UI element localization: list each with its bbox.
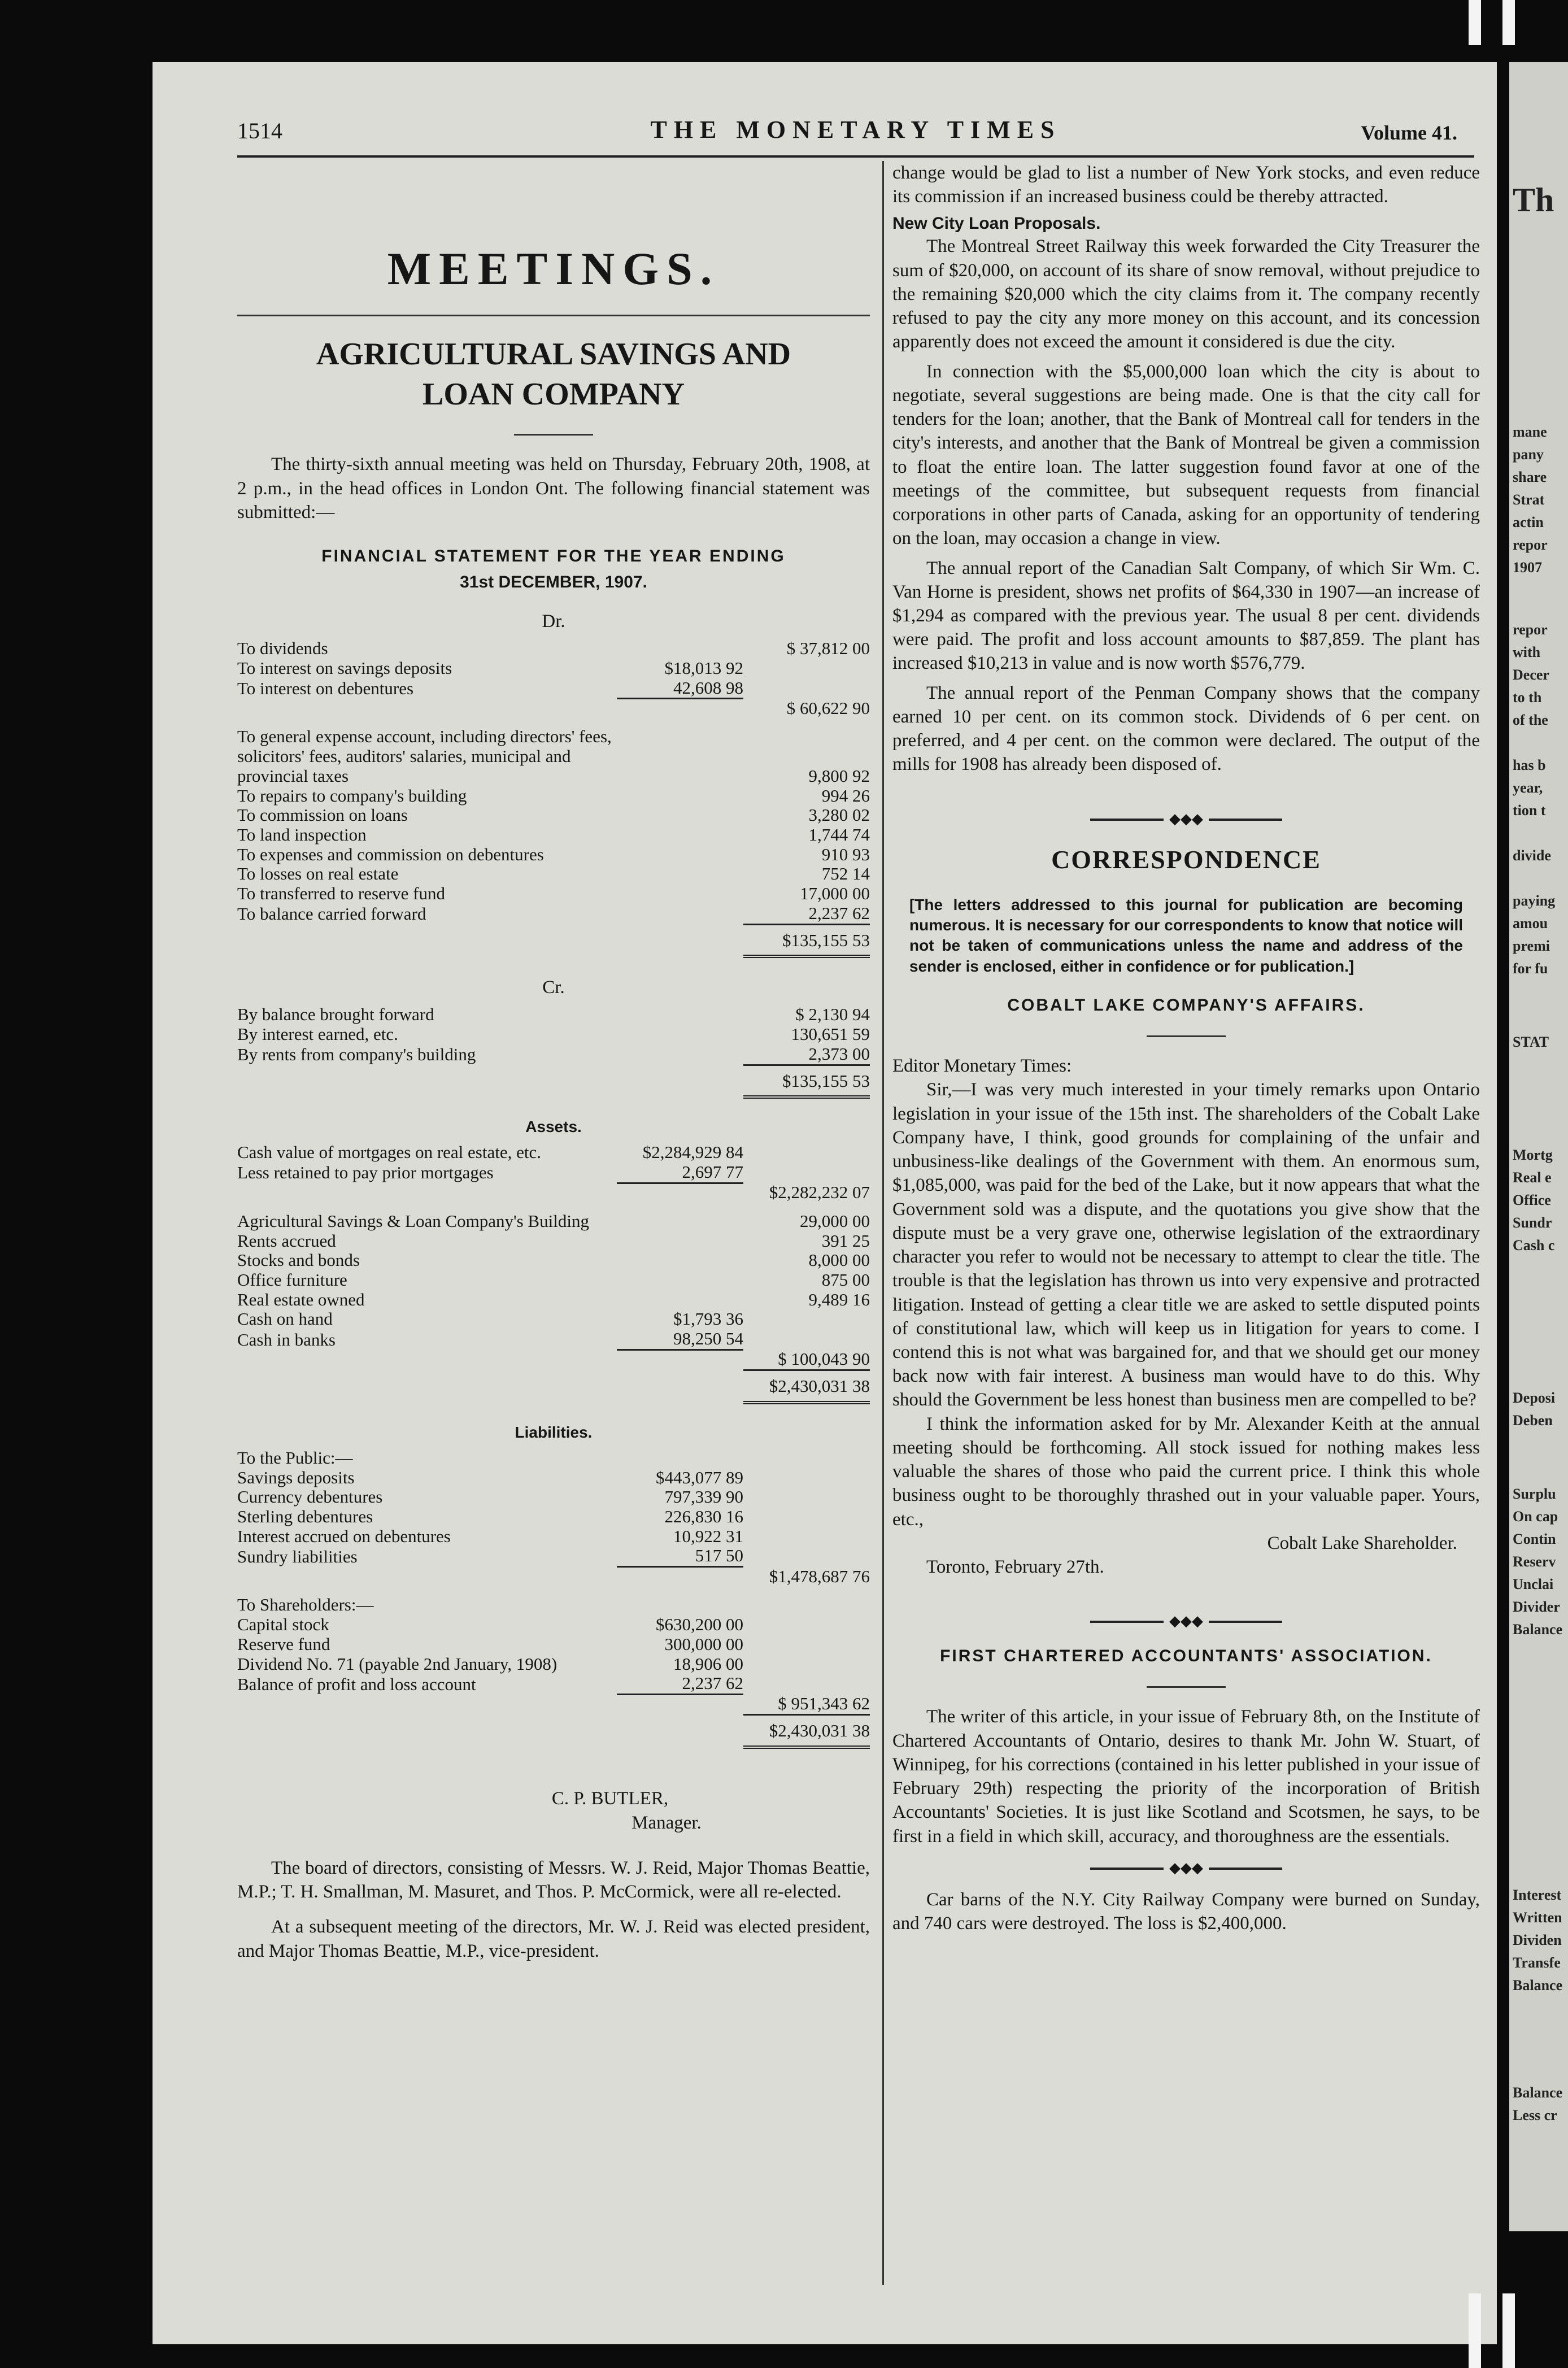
adjacent-word: Strat bbox=[1513, 491, 1545, 508]
ledger-amount: $ 37,812 00 bbox=[786, 638, 870, 659]
ledger-amount: 875 00 bbox=[821, 1270, 870, 1290]
column-divider bbox=[882, 161, 884, 2285]
ledger-inner-amount bbox=[617, 1350, 743, 1370]
ledger-row bbox=[237, 1309, 870, 1329]
ledger-row bbox=[237, 1527, 870, 1547]
liabilities-table bbox=[237, 1448, 870, 1749]
ledger-row bbox=[237, 1251, 870, 1270]
ledger-label: Cash on hand bbox=[237, 1309, 333, 1329]
ledger-amount: 1,744 74 bbox=[808, 825, 870, 845]
ledger-amount bbox=[743, 1507, 870, 1527]
ledger-amount bbox=[743, 1655, 870, 1674]
ledger-label: To interest on debentures bbox=[237, 678, 414, 699]
short-rule bbox=[1147, 1035, 1226, 1037]
liabilities-heading: Liabilities. bbox=[515, 1423, 593, 1441]
ledger-amount bbox=[743, 1468, 870, 1488]
ledger-inner-amount bbox=[617, 786, 743, 806]
adjacent-word: Interest bbox=[1513, 1887, 1562, 1903]
ledger-inner-amount: $630,200 00 bbox=[656, 1614, 743, 1635]
signature-block bbox=[237, 1788, 870, 1834]
liabilities-total: $2,430,031 38 bbox=[743, 1715, 870, 1747]
letter-paragraph-1: Sir,—I was very much interested in your timely remarks upon Ontario legislation in your issue of the 15th inst. The shareholders of the Cobalt Lake Company have, I think, good grounds for complaining of the unfair and unbusiness-like dealings of the Government with them. An enormous sum, $1,085,000, was paid for the bed of the Lake, but it now appears that what the Government sold was a dispute, and the quotations you give show that the dispute must be a very grave one, otherwise legislation of the extraordinary character you refer to would not be necessary to attempt to clear the title. The trouble is that the legislation has thrown us into very expensive and protracted litigation. Instead of getting a clear title we are asked to settle disputed points of constitutional law, which will keep us in litigation for years to come. I contend this is not what was bargained for, and that we should get our money back now with fair interest. A business man would have to do this. Why should the Government be less honest than business men are compelled to be? bbox=[892, 1079, 1480, 1411]
ledger-amount: 994 26 bbox=[821, 785, 870, 806]
ledger-label: By balance brought forward bbox=[237, 1004, 434, 1025]
ledger-label: Office furniture bbox=[237, 1270, 347, 1290]
ledger-amount bbox=[743, 1309, 870, 1329]
ornament-rule bbox=[892, 1613, 1480, 1630]
ledger-label: To dividends bbox=[237, 638, 328, 659]
ledger-label: Currency debentures bbox=[237, 1487, 383, 1507]
ledger-row bbox=[237, 845, 870, 865]
ledger-amount: 9,800 92 bbox=[808, 765, 870, 786]
ledger-label: To interest on savings deposits bbox=[237, 658, 452, 678]
dr-total: $135,155 53 bbox=[743, 924, 870, 956]
cobalt-title: COBALT LAKE COMPANY'S AFFAIRS. bbox=[1007, 996, 1365, 1015]
adjacent-word: Real e bbox=[1513, 1169, 1552, 1186]
ornament-rule bbox=[892, 1860, 1480, 1877]
adjacent-word: has b bbox=[1513, 757, 1546, 773]
cr-table bbox=[237, 1005, 870, 1099]
ledger-label: To repairs to company's building bbox=[237, 785, 467, 806]
ledger-inner-amount: 98,250 54 bbox=[617, 1329, 743, 1350]
adjacent-word: Transfe bbox=[1513, 1955, 1561, 1971]
adjacent-word: Unclai bbox=[1513, 1576, 1554, 1592]
adjacent-word: paying bbox=[1513, 893, 1556, 909]
adjacent-word: Written bbox=[1513, 1909, 1562, 1926]
ledger-group-heading bbox=[237, 1595, 870, 1615]
adjacent-word: repor bbox=[1513, 621, 1548, 638]
adjacent-word: Dividen bbox=[1513, 1932, 1562, 1948]
letter-salutation: Editor Monetary Times: bbox=[892, 1056, 1072, 1077]
closing-paragraph-2: At a subsequent meeting of the directors, Mr. W. J. Reid was elected president, and Major Thomas Beattie, M.P., vice-president. bbox=[237, 1917, 870, 1961]
letter-signature: Cobalt Lake Shareholder. bbox=[1267, 1533, 1457, 1553]
ledger-amount: 2,237 62 bbox=[808, 903, 870, 923]
ledger-label: Sundry liabilities bbox=[237, 1546, 358, 1566]
ledger-row bbox=[237, 1350, 870, 1370]
ledger-row bbox=[237, 1231, 870, 1251]
title-rule bbox=[237, 315, 870, 316]
ledger-inner-amount bbox=[617, 1025, 743, 1044]
adjacent-word: Deposi bbox=[1513, 1390, 1556, 1406]
ledger-amount bbox=[743, 678, 870, 699]
ledger-total-row bbox=[237, 1370, 870, 1403]
scan-mark bbox=[1469, 0, 1481, 45]
ledger-amount bbox=[743, 1635, 870, 1655]
ledger-row bbox=[237, 1163, 870, 1183]
ledger-row bbox=[237, 1615, 870, 1635]
loan-paragraph-1: The Montreal Street Railway this week forwarded the City Treasurer the sum of $20,000, on account of its share of snow removal, without prejudice to the remaining $20,000 which the city claims from it. The company recently refused to pay the city any more money on this account, and its concession apparently does not exceed the amount it considered is due the city. bbox=[892, 236, 1480, 352]
ledger-amount bbox=[743, 659, 870, 678]
ledger-label: Cash in banks bbox=[237, 1329, 336, 1350]
salt-company-paragraph: The annual report of the Canadian Salt Company, of which Sir Wm. C. Van Horne is president, shows net profits of $64,330 in 1907—an increase of $1,294 as compared with the previous year. The usual 8 per cent. dividends were paid. The profit and loss account amounts to $87,859. The plant has increased $10,213 in value and is now worth $576,779. bbox=[892, 558, 1480, 674]
ledger-inner-amount: 226,830 16 bbox=[664, 1507, 743, 1527]
ledger-inner-amount bbox=[617, 845, 743, 865]
ledger-label: Interest accrued on debentures bbox=[237, 1526, 451, 1546]
ledger-inner-amount: 42,608 98 bbox=[617, 678, 743, 699]
fca-paragraph: The writer of this article, in your issue of February 8th, on the Institute of Chartered Accountants of Ontario, desires to thank Mr. John W. Stuart, of Winnipeg, for his corrections (contained in his letter published in your issue of February 29th) respecting the priority of the incorporation of British Accountants' Societies. It is just like Scotland and Scotsmen, he says, to be first in a field in which skill, accuracy, and thoroughness are the essentials. bbox=[892, 1707, 1480, 1847]
ledger-row bbox=[237, 1694, 870, 1714]
ledger-label: Agricultural Savings & Loan Company's Building bbox=[237, 1211, 589, 1231]
adjacent-word: Sundr bbox=[1513, 1215, 1552, 1231]
ledger-row bbox=[237, 1655, 870, 1674]
ornament-icon: ◆◆◆ bbox=[1164, 811, 1209, 827]
ledger-label: By interest earned, etc. bbox=[237, 1024, 398, 1044]
adjacent-word: divide bbox=[1513, 847, 1551, 864]
ledger-inner-amount bbox=[617, 1183, 743, 1203]
ledger-amount: 391 25 bbox=[821, 1230, 870, 1251]
meeting-intro: The thirty-sixth annual meeting was held on Thursday, February 20th, 1908, at 2 p.m., in the head offices in London Ont. The following financial statement was submitted:— bbox=[237, 454, 870, 523]
ledger-amount: 8,000 00 bbox=[808, 1250, 870, 1270]
ledger-row bbox=[237, 806, 870, 825]
ledger-label: Less retained to pay prior mortgages bbox=[237, 1163, 494, 1183]
ledger-row bbox=[237, 639, 870, 659]
adjacent-word: STAT bbox=[1513, 1034, 1549, 1050]
ledger-subtotal: $2,282,232 07 bbox=[769, 1182, 870, 1203]
ledger-amount bbox=[743, 1143, 870, 1163]
adjacent-word: Mortg bbox=[1513, 1147, 1553, 1163]
ledger-subtotal: $1,478,687 76 bbox=[769, 1566, 870, 1586]
closing-paragraph-1: The board of directors, consisting of Messrs. W. J. Reid, Major Thomas Beattie, M.P.; T. H. Smallman, M. Masuret, and Thos. P. McCormick, were all re-elected. bbox=[237, 1857, 870, 1903]
ledger-row bbox=[237, 1546, 870, 1566]
ledger-label: Stocks and bonds bbox=[237, 1250, 360, 1270]
adjacent-word: actin bbox=[1513, 514, 1544, 530]
statement-date: 31st DECEMBER, 1907. bbox=[460, 573, 647, 592]
ledger-row bbox=[237, 1507, 870, 1527]
scan-mark bbox=[1469, 2293, 1481, 2368]
ledger-row bbox=[237, 1329, 870, 1350]
ledger-amount bbox=[743, 1487, 870, 1507]
ledger-inner-amount bbox=[617, 699, 743, 719]
adjacent-word: 1907 bbox=[1513, 559, 1542, 576]
ledger-label: Real estate owned bbox=[237, 1289, 365, 1309]
ledger-inner-amount: $1,793 36 bbox=[673, 1309, 743, 1329]
right-column bbox=[892, 161, 1480, 1935]
short-rule bbox=[514, 434, 593, 436]
ledger-label bbox=[237, 1183, 617, 1203]
adjacent-word: Th bbox=[1513, 181, 1554, 219]
ledger-row bbox=[237, 1468, 870, 1488]
statement-title: FINANCIAL STATEMENT FOR THE YEAR ENDING bbox=[321, 547, 786, 566]
ledger-label: To losses on real estate bbox=[237, 864, 399, 884]
section-title: MEETINGS. bbox=[387, 243, 720, 294]
adjacent-word: Balance bbox=[1513, 2084, 1563, 2101]
ledger-amount: 29,000 00 bbox=[800, 1211, 870, 1231]
ledger-label: Sterling debentures bbox=[237, 1507, 373, 1527]
ledger-inner-amount bbox=[617, 1251, 743, 1270]
adjacent-word: tion t bbox=[1513, 802, 1546, 819]
ledger-amount bbox=[743, 1615, 870, 1635]
ledger-amount: $ 2,130 94 bbox=[795, 1004, 870, 1025]
page-number: 1514 bbox=[237, 118, 282, 143]
cr-heading: Cr. bbox=[542, 977, 565, 998]
adjacent-word: Contin bbox=[1513, 1531, 1556, 1547]
ledger-row bbox=[237, 864, 870, 884]
ledger-label: To land inspection bbox=[237, 825, 367, 845]
dr-table bbox=[237, 639, 870, 958]
adjacent-word: year, bbox=[1513, 780, 1543, 796]
ledger-inner-amount bbox=[617, 904, 743, 924]
ledger-label: To transferred to reserve fund bbox=[237, 883, 445, 904]
ledger-inner-amount: 2,237 62 bbox=[617, 1674, 743, 1694]
ledger-amount: 910 93 bbox=[821, 844, 870, 864]
ledger-label: To commission on loans bbox=[237, 805, 408, 825]
cr-total: $135,155 53 bbox=[743, 1065, 870, 1097]
ledger-amount bbox=[743, 1329, 870, 1350]
adjacent-word: to th bbox=[1513, 689, 1542, 706]
ledger-row bbox=[237, 1635, 870, 1655]
ledger-row bbox=[237, 1005, 870, 1025]
short-rule bbox=[1147, 1686, 1226, 1688]
letter-place-date: Toronto, February 27th. bbox=[926, 1557, 1104, 1578]
running-head bbox=[237, 113, 1474, 147]
adjacent-word: for fu bbox=[1513, 960, 1548, 977]
ledger-inner-amount: 300,000 00 bbox=[664, 1634, 743, 1654]
scan-mark bbox=[1502, 0, 1515, 45]
adjacent-word: pany bbox=[1513, 446, 1544, 463]
ledger-row bbox=[237, 678, 870, 699]
adjacent-word: Cash c bbox=[1513, 1237, 1555, 1253]
signer-name: C. P. BUTLER, bbox=[551, 1788, 669, 1809]
to-shareholders-label: To Shareholders:— bbox=[237, 1595, 374, 1615]
ledger-inner-amount: 517 50 bbox=[617, 1546, 743, 1566]
ledger-row bbox=[237, 699, 870, 719]
ledger-row bbox=[237, 1290, 870, 1310]
ledger-group-heading bbox=[237, 1448, 870, 1468]
ledger-label: Balance of profit and loss account bbox=[237, 1674, 476, 1694]
fca-title: FIRST CHARTERED ACCOUNTANTS' ASSOCIATION. bbox=[940, 1647, 1432, 1666]
ledger-row bbox=[237, 1044, 870, 1065]
ledger-row bbox=[237, 1212, 870, 1231]
to-public-label: To the Public:— bbox=[237, 1447, 353, 1468]
dr-heading: Dr. bbox=[542, 611, 565, 632]
scan-mark bbox=[1502, 2293, 1515, 2368]
loan-paragraph-2: In connection with the $5,000,000 loan which the city is about to negotiate, several suggestions are being made. One is that the city call for tenders for the loan; another, that the Bank of Montreal call for tenders in the city's interests, and another that the Bank of Montreal be given a commission to float the entire loan. The latter suggestion found favor at one of the meetings of the committee, but subsequent requests from financial corporations in other parts of Canada, asking for an opportunity of tendering on the loan, may occasion a change in view. bbox=[892, 361, 1480, 549]
ledger-label: Rents accrued bbox=[237, 1230, 336, 1251]
correspondence-note: [The letters addressed to this journal for publication are becoming numerous. It is necessary for our correspondents to know that notice will not be taken of communications unless the name and address of the sender is enclosed, either in confidence or for publication.] bbox=[909, 895, 1463, 975]
ledger-inner-amount bbox=[617, 1005, 743, 1025]
ledger-amount: 2,373 00 bbox=[808, 1043, 870, 1064]
ledger-amount: 752 14 bbox=[821, 864, 870, 884]
loan-proposals-heading: New City Loan Proposals. bbox=[892, 214, 1101, 233]
adjacent-word: Divider bbox=[1513, 1599, 1560, 1615]
ledger-amount: 9,489 16 bbox=[808, 1289, 870, 1309]
ledger-row bbox=[237, 1025, 870, 1044]
continued-paragraph: change would be glad to list a number of New York stocks, and even reduce its commission if an increased business could be thereby attracted. bbox=[892, 163, 1480, 207]
penman-paragraph: The annual report of the Penman Company shows that the company earned 10 per cent. on its common stock. Dividends of 6 per cent. on preferred, and 4 per cent. on the common were declared. The output of the mills for 1908 has already been disposed of. bbox=[892, 682, 1480, 775]
assets-heading: Assets. bbox=[525, 1118, 582, 1136]
ledger-row bbox=[237, 727, 870, 786]
ledger-subtotal: $ 951,343 62 bbox=[778, 1694, 870, 1714]
assets-total: $2,430,031 38 bbox=[743, 1370, 870, 1403]
ledger-inner-amount bbox=[617, 1231, 743, 1251]
ledger-label: To balance carried forward bbox=[237, 904, 426, 924]
ledger-inner-amount bbox=[617, 1567, 743, 1587]
ledger-amount bbox=[743, 1527, 870, 1547]
ledger-amount bbox=[743, 1546, 870, 1566]
adjacent-word: Decer bbox=[1513, 667, 1549, 683]
adjacent-word: On cap bbox=[1513, 1508, 1558, 1525]
ornament-rule bbox=[892, 811, 1480, 828]
ledger-total-row bbox=[237, 1715, 870, 1747]
company-title-line-1: AGRICULTURAL SAVINGS AND bbox=[316, 337, 791, 372]
ledger-label bbox=[237, 1567, 617, 1587]
adjacent-word: of the bbox=[1513, 712, 1548, 728]
adjacent-word: Deben bbox=[1513, 1412, 1553, 1429]
signer-role: Manager. bbox=[631, 1812, 702, 1833]
ledger-label: Reserve fund bbox=[237, 1634, 330, 1654]
adjacent-word: Surplu bbox=[1513, 1486, 1556, 1502]
ledger-inner-amount: $443,077 89 bbox=[656, 1467, 743, 1487]
ledger-inner-amount: 10,922 31 bbox=[673, 1526, 743, 1546]
company-title-line-2: LOAN COMPANY bbox=[422, 377, 685, 412]
ledger-inner-amount bbox=[617, 1044, 743, 1065]
adjacent-word: mane bbox=[1513, 424, 1547, 440]
correspondence-title: CORRESPONDENCE bbox=[1051, 845, 1321, 874]
assets-table bbox=[237, 1143, 870, 1404]
adjacent-word: Balance bbox=[1513, 1621, 1563, 1638]
ledger-inner-amount: 2,697 77 bbox=[617, 1163, 743, 1183]
ledger-label bbox=[237, 699, 617, 719]
ledger-row bbox=[237, 1270, 870, 1290]
ledger-label: Capital stock bbox=[237, 1614, 329, 1635]
ledger-total-row bbox=[237, 924, 870, 956]
ledger-inner-amount bbox=[617, 727, 743, 786]
ledger-inner-amount: $18,013 92 bbox=[664, 658, 743, 678]
ledger-inner-amount bbox=[617, 825, 743, 845]
ledger-row bbox=[237, 1567, 870, 1587]
ledger-row bbox=[237, 1674, 870, 1694]
adjacent-word: Office bbox=[1513, 1192, 1551, 1208]
ledger-inner-amount bbox=[617, 1290, 743, 1310]
adjacent-word: share bbox=[1513, 469, 1547, 485]
ledger-amount bbox=[743, 1163, 870, 1183]
ledger-row bbox=[237, 1183, 870, 1203]
ledger-inner-amount bbox=[617, 1212, 743, 1231]
ledger-inner-amount bbox=[617, 884, 743, 904]
ledger-row bbox=[237, 786, 870, 806]
ledger-inner-amount: 18,906 00 bbox=[673, 1653, 743, 1674]
ledger-row bbox=[237, 884, 870, 904]
ornament-icon: ◆◆◆ bbox=[1164, 1613, 1209, 1629]
header-rule bbox=[237, 155, 1474, 158]
ledger-inner-amount bbox=[617, 639, 743, 659]
adjacent-word: premi bbox=[1513, 938, 1550, 954]
ledger-label bbox=[237, 1350, 617, 1370]
ledger-amount: 3,280 02 bbox=[808, 805, 870, 825]
adjacent-word: Reserv bbox=[1513, 1553, 1556, 1570]
ledger-inner-amount bbox=[617, 806, 743, 825]
adjacent-word: with bbox=[1513, 644, 1541, 660]
ledger-row bbox=[237, 1487, 870, 1507]
ledger-amount bbox=[743, 1674, 870, 1694]
ledger-inner-amount bbox=[617, 1694, 743, 1714]
ledger-label: To expenses and commission on debentures bbox=[237, 844, 544, 864]
ledger-label bbox=[237, 1694, 617, 1714]
ledger-row bbox=[237, 1143, 870, 1163]
ledger-amount: 17,000 00 bbox=[800, 883, 870, 904]
ledger-label: To general expense account, including directors' fees, solicitors' fees, auditors' salaries, municipal and provincial taxes bbox=[237, 726, 612, 786]
adjacent-word: Balance bbox=[1513, 1977, 1563, 1993]
adjacent-word: repor bbox=[1513, 537, 1548, 553]
ledger-label: Dividend No. 71 (payable 2nd January, 1908) bbox=[237, 1653, 557, 1674]
car-barns-paragraph: Car barns of the N.Y. City Railway Company were burned on Sunday, and 740 cars were destroyed. The loss is $2,400,000. bbox=[892, 1889, 1480, 1934]
ledger-inner-amount bbox=[617, 864, 743, 884]
ledger-label: Savings deposits bbox=[237, 1467, 355, 1487]
ledger-row bbox=[237, 659, 870, 678]
adjacent-word: amou bbox=[1513, 915, 1548, 931]
ledger-subtotal: $ 100,043 90 bbox=[778, 1349, 870, 1369]
newspaper-page bbox=[153, 62, 1497, 2344]
adjacent-word: Less cr bbox=[1513, 2107, 1557, 2123]
ledger-inner-amount: $2,284,929 84 bbox=[642, 1142, 743, 1163]
ledger-row bbox=[237, 904, 870, 924]
ledger-total-row bbox=[237, 1065, 870, 1097]
ornament-icon: ◆◆◆ bbox=[1164, 1860, 1209, 1876]
ledger-amount: 130,651 59 bbox=[791, 1024, 870, 1044]
ledger-inner-amount: 797,339 90 bbox=[664, 1487, 743, 1507]
journal-title: THE MONETARY TIMES bbox=[650, 116, 1061, 143]
left-column bbox=[237, 161, 870, 1963]
ledger-inner-amount bbox=[617, 1270, 743, 1290]
ledger-subtotal: $ 60,622 90 bbox=[786, 698, 870, 718]
adjacent-page-strip bbox=[1509, 62, 1568, 2231]
ledger-label: By rents from company's building bbox=[237, 1044, 476, 1065]
letter-paragraph-2: I think the information asked for by Mr. Alexander Keith at the annual meeting should be forthcoming. All stock issued for nothing makes less valuable the shares of those who paid the current price. I think this whole business ought to be thoroughly thrashed out in your valuable paper. Yours, etc., bbox=[892, 1413, 1480, 1530]
volume-label: Volume 41. bbox=[1361, 121, 1457, 144]
ledger-label: Cash value of mortgages on real estate, etc. bbox=[237, 1142, 541, 1163]
ledger-row bbox=[237, 825, 870, 845]
